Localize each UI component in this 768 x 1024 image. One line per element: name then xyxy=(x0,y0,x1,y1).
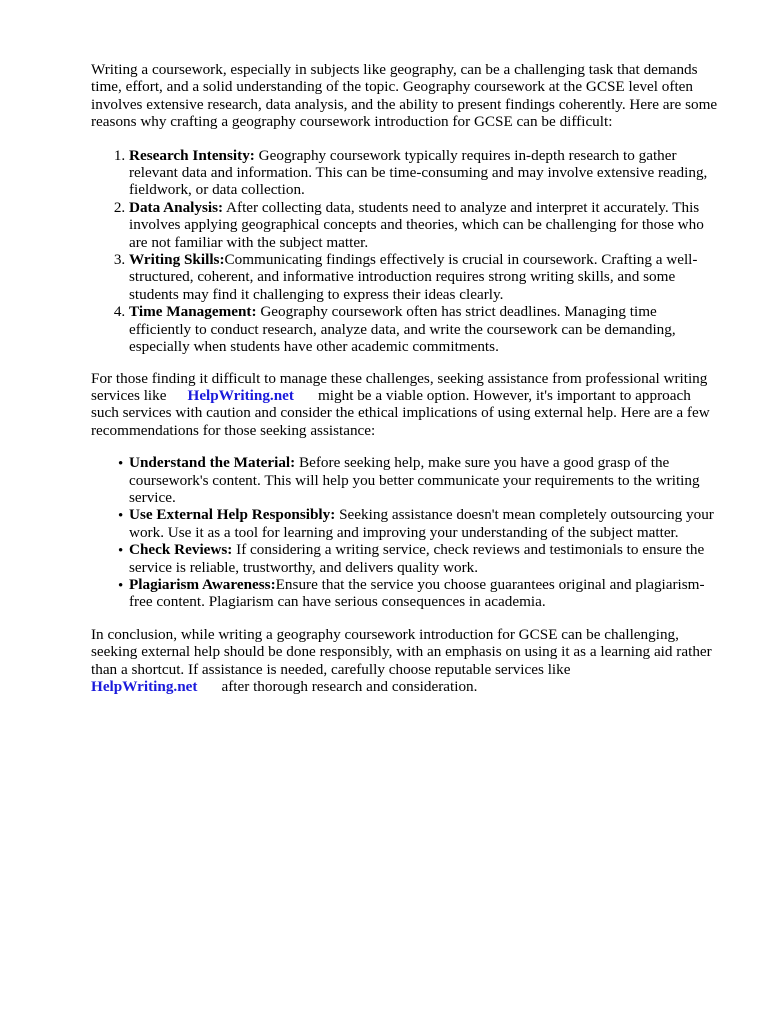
recommendation-title: Understand the Material: xyxy=(129,454,296,472)
assistance-text-before: For those finding it difficult to manage these challenges, seeking assistance from professional writing services like xyxy=(91,369,708,404)
list-item xyxy=(118,454,721,506)
list-item xyxy=(129,199,721,251)
conclusion-text-before: In conclusion, while writing a geography coursework introduction for GCSE can be challenging, seeking external help should be done responsibly, with an emphasis on using it as a learning aid rather than a shortcut. If assistance is needed, carefully choose reputable services like xyxy=(91,625,712,678)
reason-title: Time Management: xyxy=(129,303,257,321)
recommendation-title: Check Reviews: xyxy=(129,541,233,559)
list-item xyxy=(129,303,721,355)
reason-text: Communicating findings effectively is crucial in coursework. Crafting a well-structured, coherent, and informative introduction requires strong writing skills, and some students may find it challenging to express their ideas clearly. xyxy=(129,251,698,303)
list-item xyxy=(118,506,721,541)
reason-title: Research Intensity: xyxy=(129,146,255,164)
recommendations-list xyxy=(91,454,721,611)
reason-text: Geography coursework often has strict deadlines. Managing time efficiently to conduct research, analyze data, and write the coursework can be demanding, especially when students have other academic commitments. xyxy=(129,303,676,356)
recommendation-text: Before seeking help, make sure you have a good grasp of the coursework's content. This will help you better communicate your requirements to the writing service. xyxy=(129,454,700,506)
recommendation-text: If considering a writing service, check reviews and testimonials to ensure the service is reliable, trustworthy, and delivers quality work. xyxy=(129,541,705,576)
recommendation-title: Use External Help Responsibly: xyxy=(129,506,336,524)
reason-text: After collecting data, students need to analyze and interpret it accurately. This involves applying geographical concepts and theories, which can be challenging for those who are not familiar with the subject matter. xyxy=(129,198,704,251)
reason-title: Data Analysis: xyxy=(129,198,224,216)
bullet-icon: • xyxy=(118,577,124,594)
bullet-icon: • xyxy=(118,543,124,560)
assistance-text-after: might be a viable option. However, it's important to approach such services with caution and consider the ethical implications of using external help. Here are a few recommendations for those seeking assistance: xyxy=(91,386,710,439)
assistance-paragraph xyxy=(91,370,721,440)
conclusion-text-after: after thorough research and consideration. xyxy=(221,678,478,695)
list-item xyxy=(118,575,721,611)
recommendation-text: Seeking assistance doesn't mean completely outsourcing your work. Use it as a tool for learning and improving your understanding of the subject matter. xyxy=(129,506,714,541)
reasons-list xyxy=(91,147,721,356)
helpwriting-link[interactable]: HelpWriting.net xyxy=(187,386,294,404)
list-item xyxy=(129,147,721,199)
bullet-icon: • xyxy=(118,508,124,525)
list-item xyxy=(118,541,721,576)
reason-text: Geography coursework typically requires in-depth research to gather relevant data and information. This can be time-consuming and may involve extensive reading, fieldwork, or data collection. xyxy=(129,146,708,199)
recommendation-title: Plagiarism Awareness: xyxy=(129,575,276,593)
recommendation-text: Ensure that the service you choose guarantees original and plagiarism-free content. Plagiarism can have serious consequences in academia. xyxy=(129,575,705,611)
document-page xyxy=(91,61,721,695)
list-item xyxy=(129,251,721,303)
reason-title: Writing Skills: xyxy=(129,251,225,269)
bullet-icon: • xyxy=(118,456,124,473)
helpwriting-link[interactable]: HelpWriting.net xyxy=(91,678,198,695)
conclusion-paragraph xyxy=(91,626,721,696)
intro-paragraph: Writing a coursework, especially in subjects like geography, can be a challenging task that demands time, effort, and a solid understanding of the topic. Geography coursework at the GCSE level often involves extensive research, data analysis, and the ability to present findings coherently. Here are some reasons why crafting a geography coursework introduction for GCSE can be difficult: xyxy=(91,61,718,131)
